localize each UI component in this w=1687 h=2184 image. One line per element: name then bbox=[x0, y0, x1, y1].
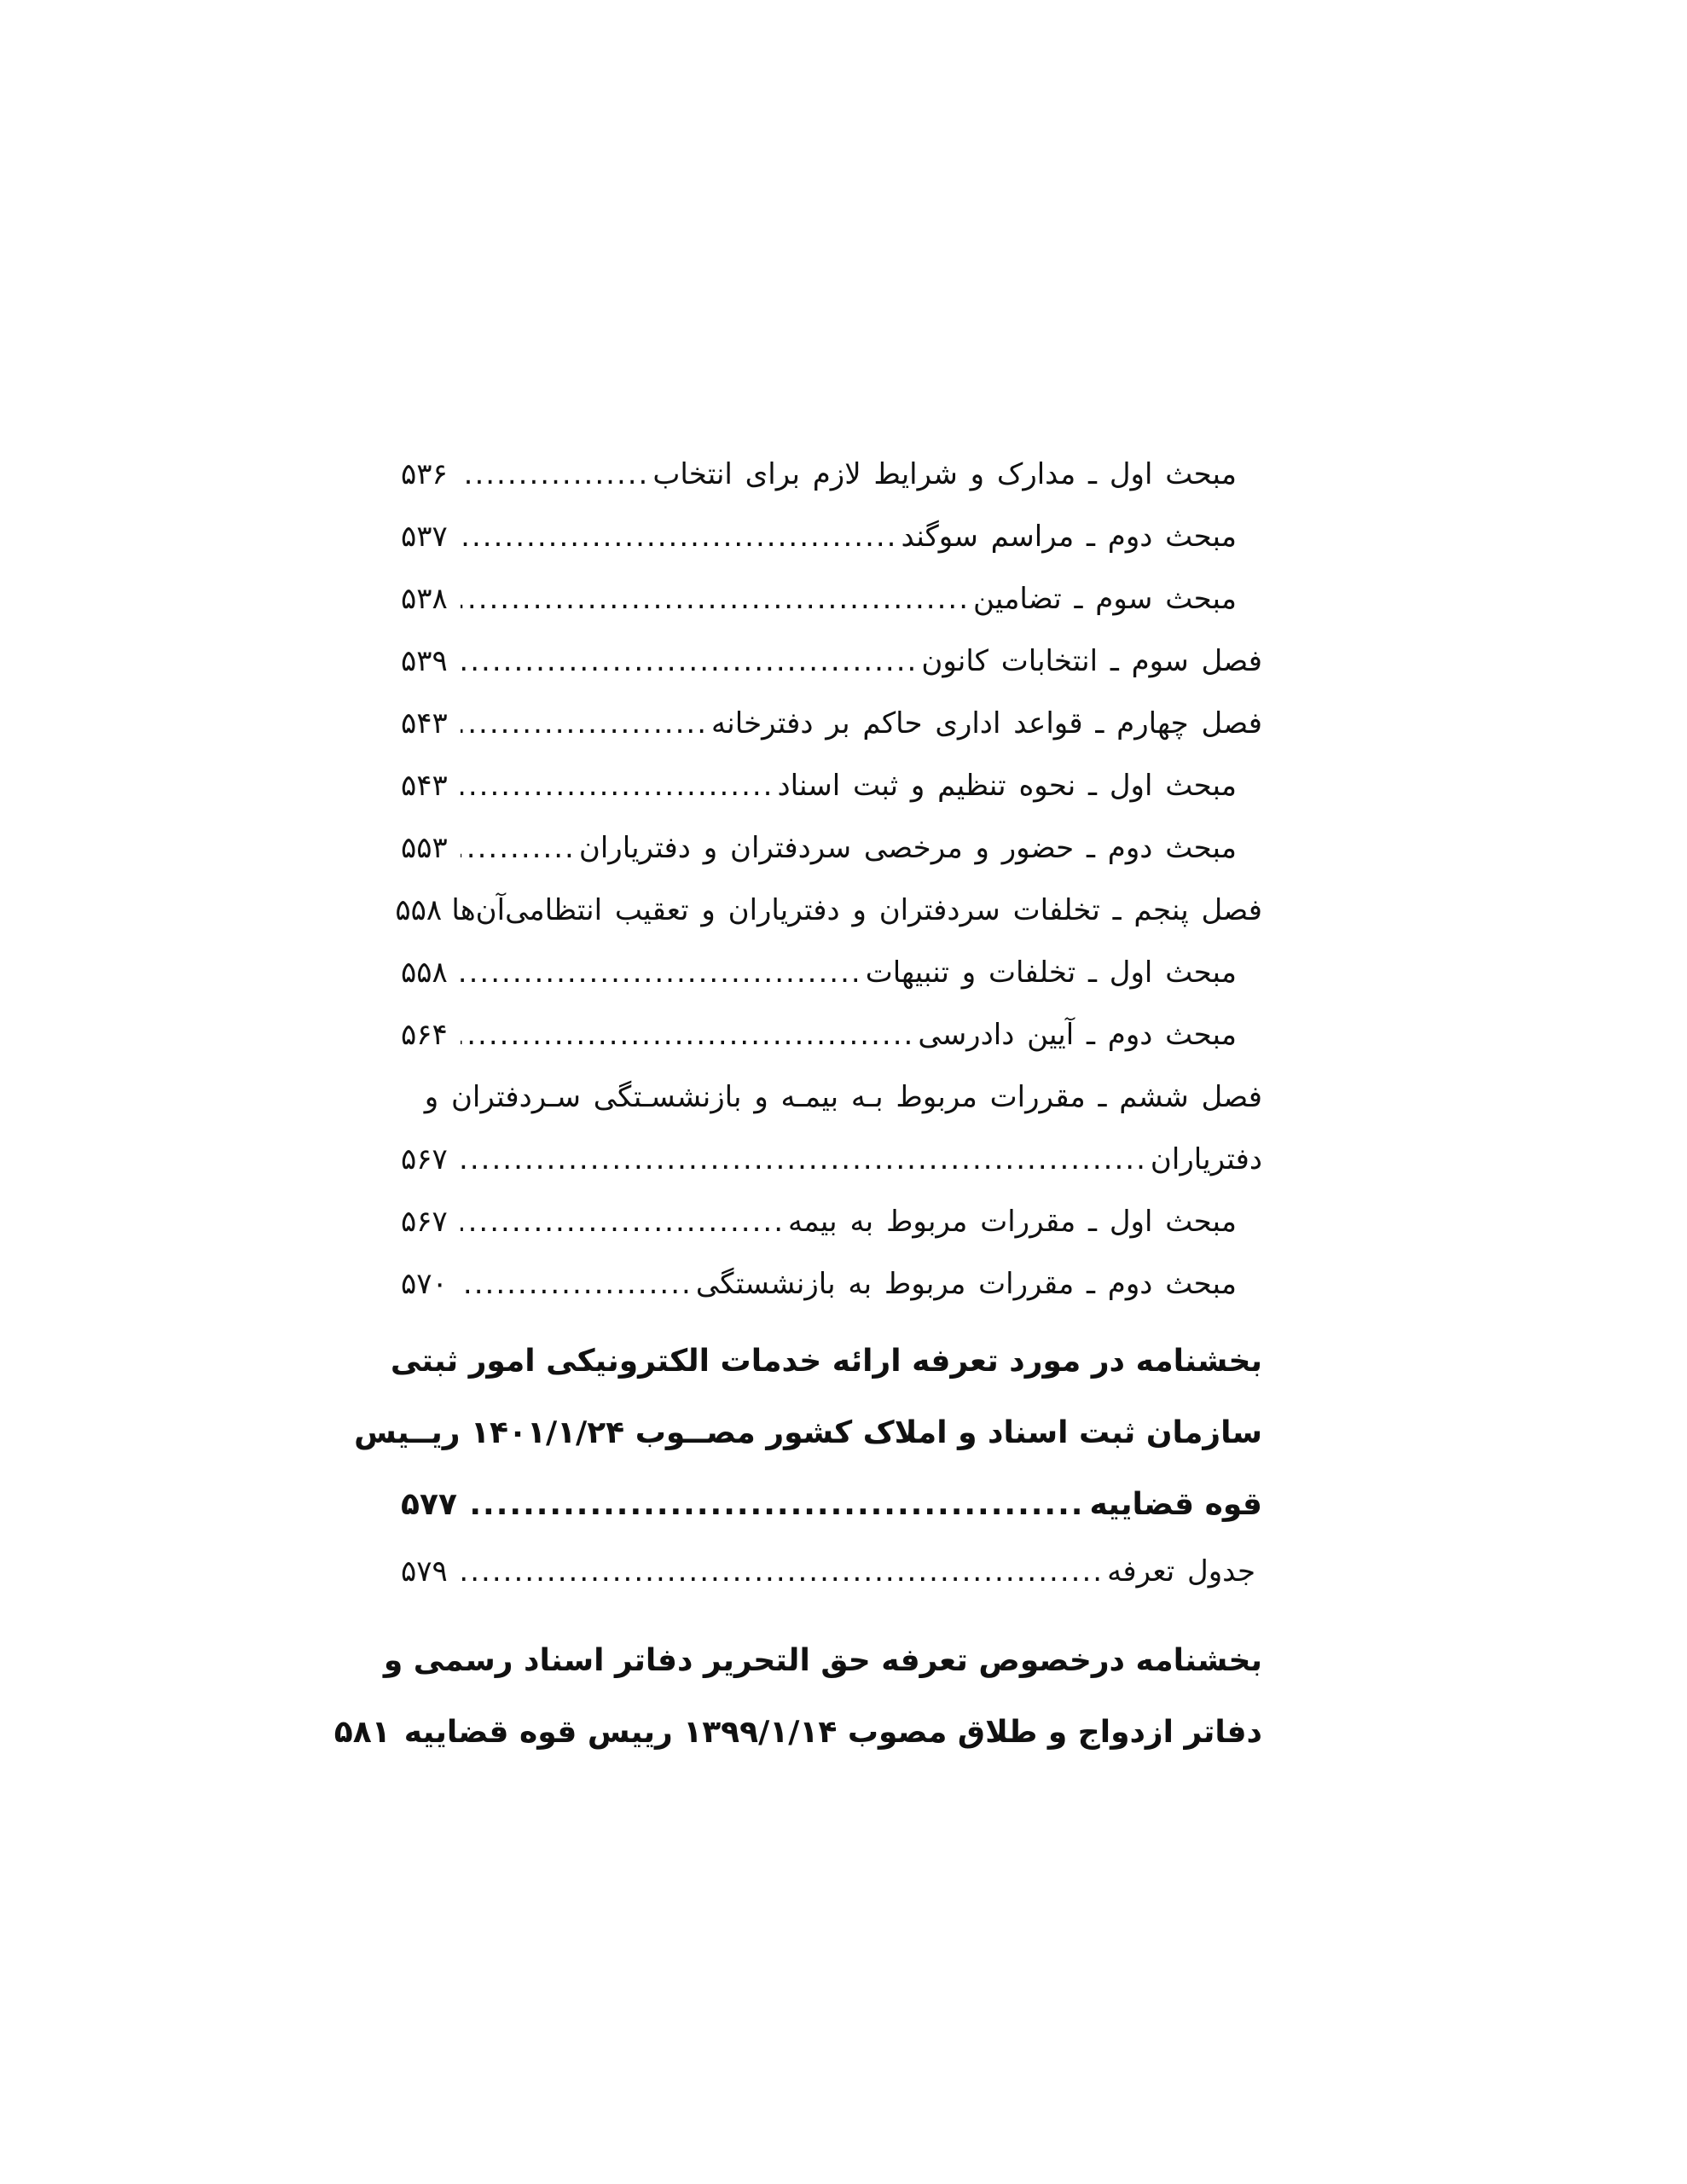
dot-leader bbox=[461, 1004, 914, 1066]
toc-entry-page: ۵۳۷ bbox=[401, 520, 448, 554]
toc-entry bbox=[401, 1066, 1262, 1129]
toc-section-e-services-tariff bbox=[354, 1326, 1262, 1603]
dot-leader bbox=[461, 693, 708, 755]
dot-leader bbox=[461, 1129, 1147, 1191]
toc-entry bbox=[401, 506, 1262, 568]
dot-leader bbox=[461, 1253, 693, 1316]
dot-leader bbox=[461, 630, 918, 693]
toc-section-notary-fee-tariff bbox=[333, 1625, 1262, 1769]
toc-entry-title: فصل سوم ـ انتخابات کانون bbox=[921, 644, 1262, 678]
toc-bold-title-line: بخشنامه در مورد تعرفه ارائه خدمات الکترونیکی امور ثبتی bbox=[390, 1344, 1262, 1379]
toc-entry-title: مبحث دوم ـ مقررات مربوط به بازنشستگی bbox=[695, 1267, 1237, 1301]
toc-entry-page: ۵۳۹ bbox=[401, 644, 448, 678]
toc-entry-title: فصل پنجم ـ تخلفات سردفتران و دفتریاران و تعقیب انتظامی‌آن‌ها bbox=[451, 893, 1262, 927]
toc-entry-page: ۵۷۰ bbox=[401, 1267, 448, 1301]
toc-entry bbox=[401, 1004, 1262, 1066]
toc-entry-title: مبحث دوم ـ مراسم سوگند bbox=[901, 520, 1237, 554]
toc-bold-title-line: سازمان ثبت اسناد و املاک کشور مصــوب ۱۴۰۱/۱/۲۴ ریــیس bbox=[354, 1415, 1262, 1450]
toc-bold-title-line: دفاتر ازدواج و طلاق مصوب ۱۳۹۹/۱/۱۴ رییس قوه قضاییه bbox=[403, 1715, 1262, 1750]
toc-entry-title: جدول تعرفه bbox=[1107, 1554, 1255, 1589]
toc-entry-page: ۵۵۳ bbox=[401, 831, 448, 865]
toc-entry bbox=[401, 693, 1262, 755]
dot-leader bbox=[461, 942, 862, 1004]
toc-entry-page: ۵۳۸ bbox=[401, 582, 448, 616]
toc-bold-line bbox=[390, 1326, 1262, 1397]
toc-bold-line bbox=[401, 1469, 1262, 1541]
toc-entry bbox=[401, 568, 1262, 630]
toc-entry-title: فصل ششم ـ مقررات مربوط بـه بیمـه و بازنشسـتگی سـردفتران و bbox=[424, 1080, 1262, 1114]
toc-entry bbox=[401, 1191, 1262, 1253]
toc-entry-page: ۵۵۸ bbox=[401, 956, 448, 990]
spacer bbox=[401, 1603, 1262, 1615]
toc-entry-page: ۵۷۷ bbox=[401, 1487, 457, 1522]
dot-leader bbox=[461, 1191, 785, 1253]
dot-leader bbox=[461, 1541, 1104, 1603]
toc-entry-page: ۵۴۳ bbox=[401, 706, 448, 741]
toc-entry-title: مبحث سوم ـ تضامین bbox=[973, 582, 1237, 616]
toc-entry-page: ۵۶۷ bbox=[401, 1142, 448, 1176]
toc-entry-page: ۵۸۱ bbox=[333, 1715, 391, 1750]
toc-entry-title: مبحث دوم ـ حضور و مرخصی سردفتران و دفتریاران bbox=[578, 831, 1237, 865]
toc-entry-title: مبحث دوم ـ آیین دادرسی bbox=[918, 1018, 1237, 1052]
table-of-contents bbox=[333, 444, 1262, 1769]
toc-entry bbox=[401, 444, 1262, 506]
toc-entry-page: ۵۶۴ bbox=[401, 1018, 448, 1052]
toc-entry bbox=[401, 1541, 1262, 1603]
toc-entry-title: دفتریاران bbox=[1150, 1142, 1262, 1176]
toc-bold-line bbox=[333, 1697, 1262, 1769]
toc-entry bbox=[401, 817, 1262, 880]
toc-entry bbox=[401, 755, 1262, 817]
toc-entry-page: ۵۵۸ bbox=[395, 893, 443, 927]
toc-entry-title: مبحث اول ـ مقررات مربوط به بیمه bbox=[788, 1205, 1237, 1239]
toc-entry-title: فصل چهارم ـ قواعد اداری حاکم بر دفترخانه bbox=[711, 706, 1262, 741]
toc-bold-title-line: بخشنامه درخصوص تعرفه حق التحریر دفاتر اسناد رسمی و bbox=[383, 1643, 1262, 1678]
dot-leader bbox=[461, 755, 774, 817]
toc-entry-title: مبحث اول ـ نحوه تنظیم و ثبت اسناد bbox=[777, 769, 1237, 803]
toc-entry-page: ۵۶۷ bbox=[401, 1205, 448, 1239]
toc-bold-line bbox=[383, 1625, 1262, 1697]
dot-leader bbox=[461, 568, 970, 630]
dot-leader bbox=[461, 444, 649, 506]
toc-entry-title: مبحث اول ـ تخلفات و تنبیهات bbox=[865, 956, 1237, 990]
toc-entry-title: مبحث اول ـ مدارک و شرایط لازم برای انتخاب bbox=[652, 457, 1237, 491]
toc-bold-title-line: قوه قضاییه bbox=[1089, 1487, 1262, 1522]
toc-entry bbox=[401, 942, 1262, 1004]
dot-leader bbox=[461, 817, 576, 880]
toc-entry bbox=[401, 1253, 1262, 1316]
toc-entry bbox=[401, 630, 1262, 693]
toc-entry-page: ۵۳۶ bbox=[401, 457, 448, 491]
toc-entry-page: ۵۷۹ bbox=[401, 1554, 448, 1589]
dot-leader bbox=[461, 506, 898, 568]
toc-entry bbox=[401, 1129, 1262, 1191]
toc-entry-page: ۵۴۳ bbox=[401, 769, 448, 803]
toc-entry bbox=[395, 880, 1262, 942]
dot-leader bbox=[466, 1469, 1084, 1541]
toc-bold-line bbox=[354, 1397, 1262, 1469]
